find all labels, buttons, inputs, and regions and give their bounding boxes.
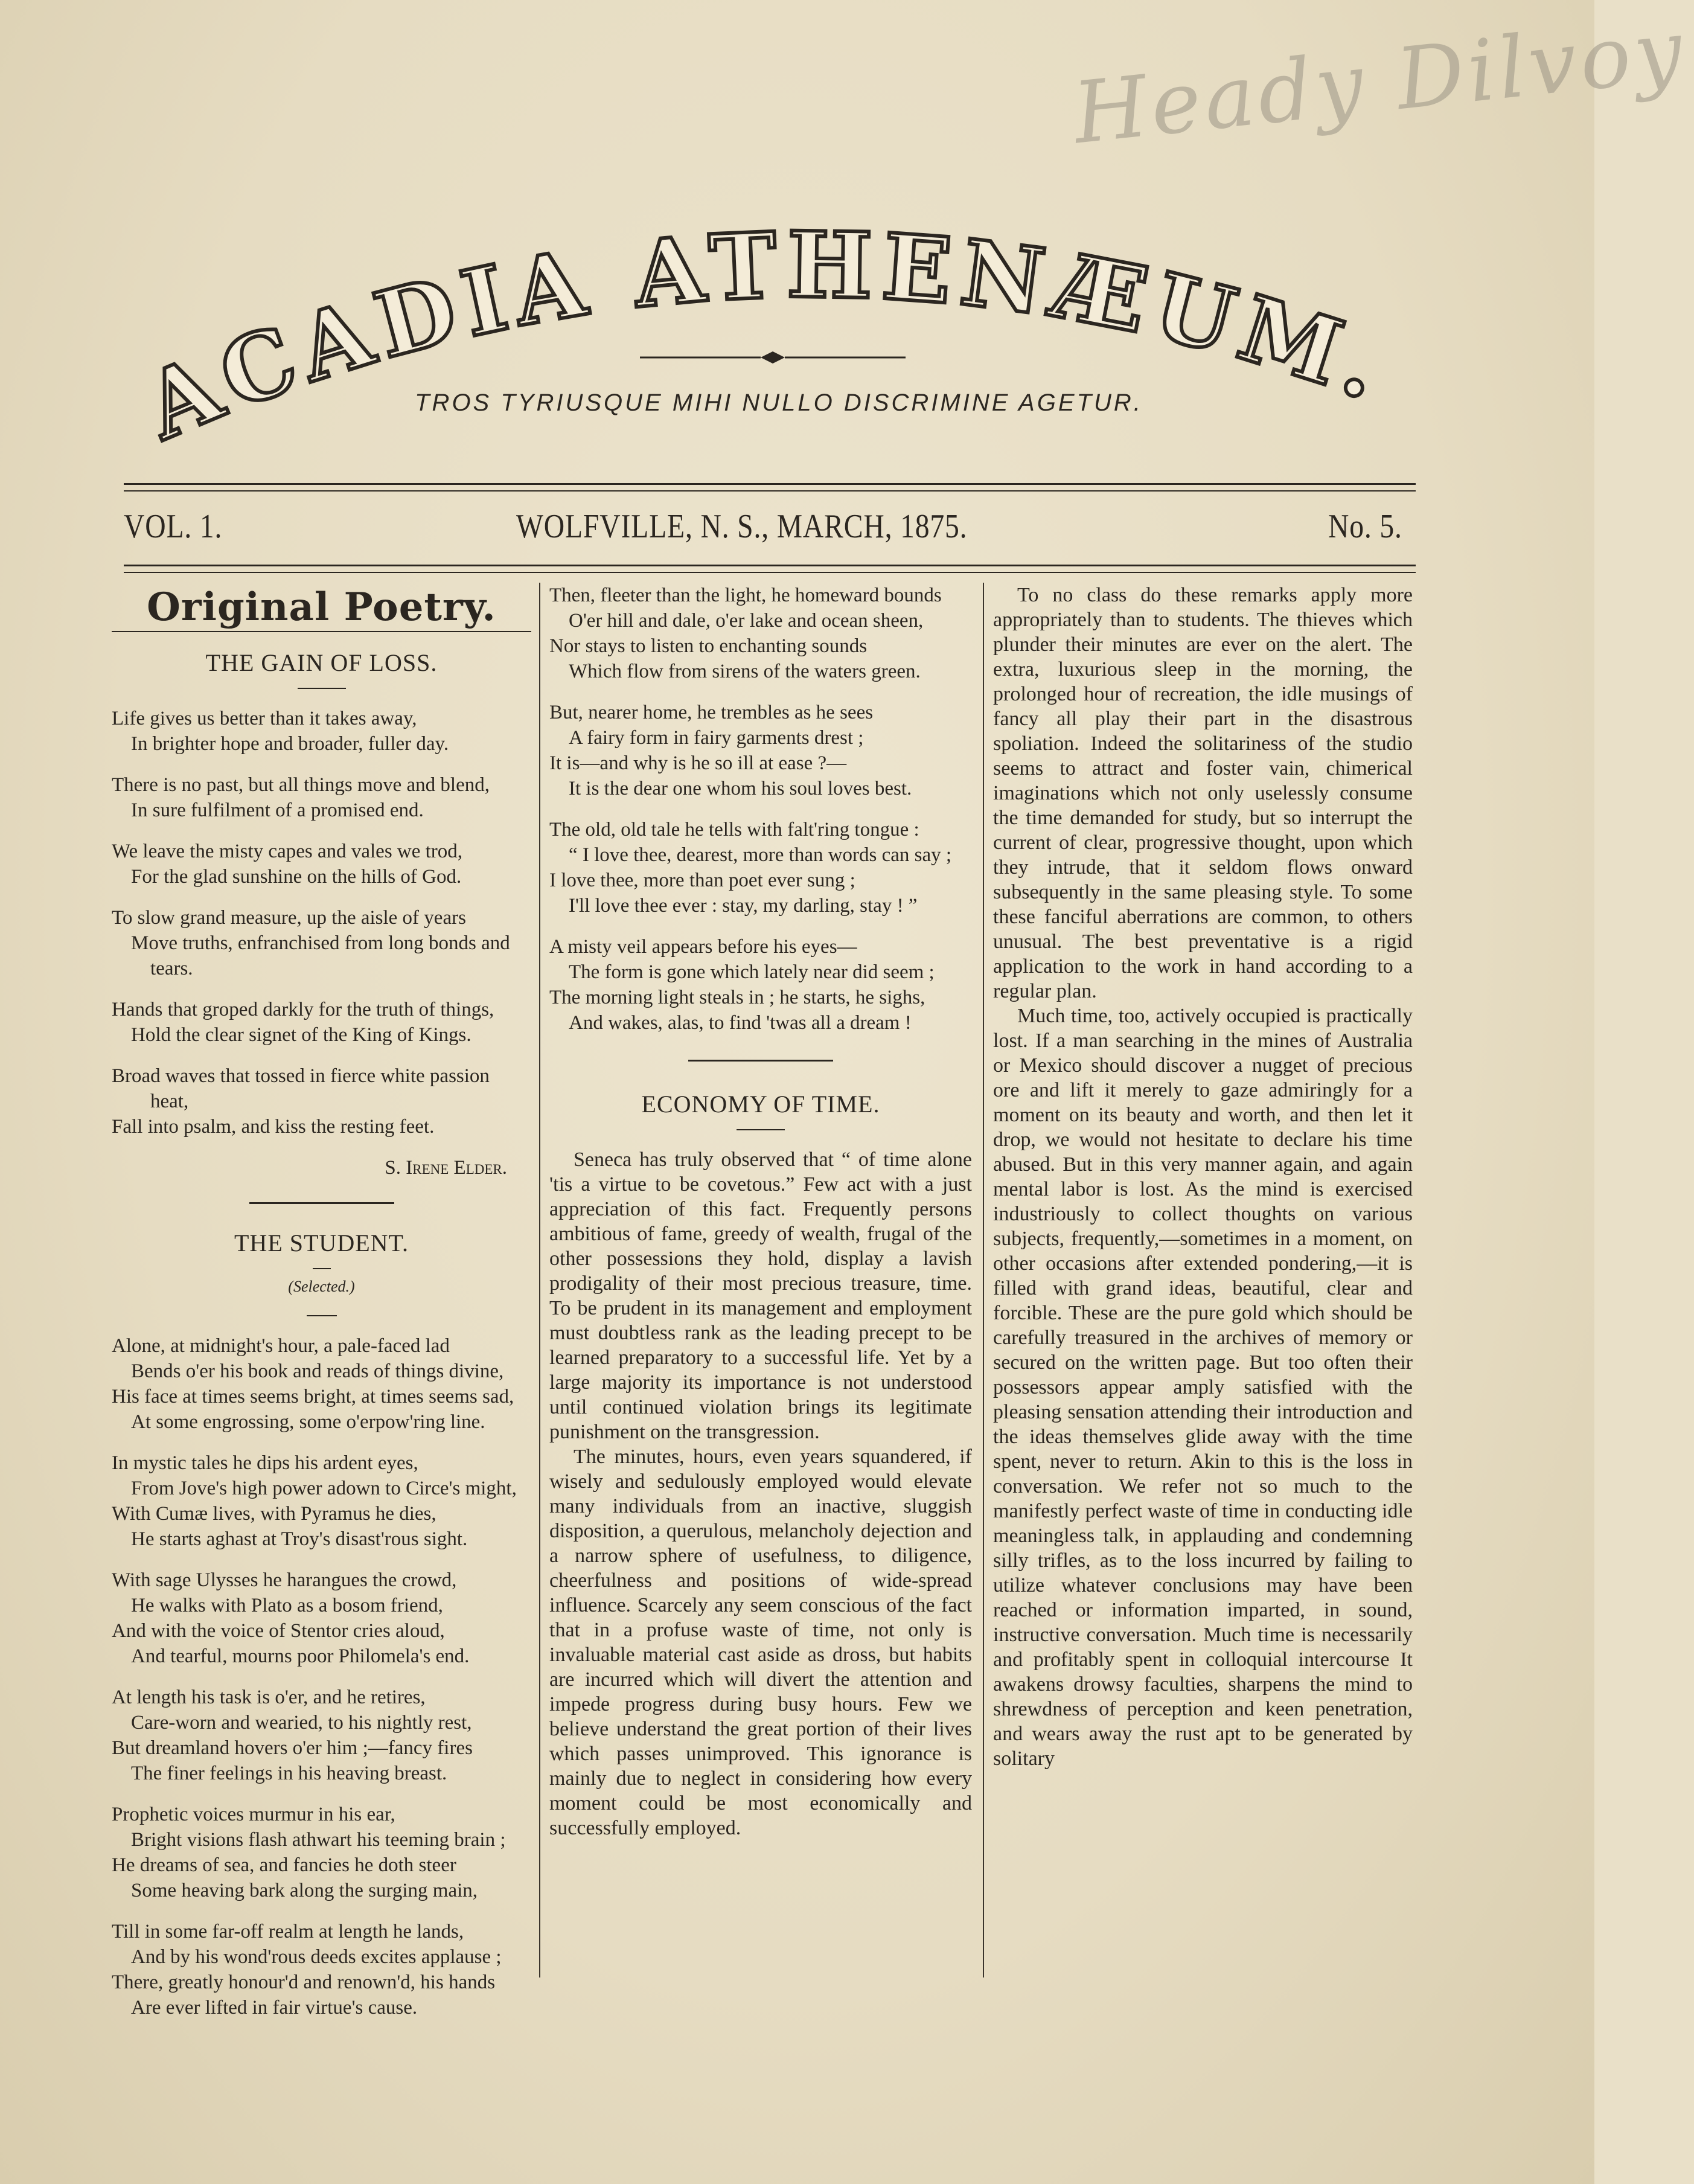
poem-line: He walks with Plato as a bosom friend, <box>131 1595 443 1616</box>
poem-line: It is the dear one whom his soul loves best. <box>569 778 912 799</box>
stanza <box>112 905 531 981</box>
article-title: ECONOMY OF TIME. <box>641 1090 880 1118</box>
poem-line: Bends o'er his book and reads of things divine, <box>131 1360 504 1382</box>
stanza <box>112 1333 531 1435</box>
poem-line: Move truths, enfranchised from long bonds and <box>131 932 510 954</box>
poem-line: Care-worn and wearied, to his nightly rest, <box>131 1712 472 1734</box>
poem-line: And tearful, mourns poor Philomela's end. <box>131 1645 470 1667</box>
poem-line: I'll love thee ever : stay, my darling, stay ! ” <box>569 895 918 917</box>
poem-line: Nor stays to listen to enchanting sounds <box>549 635 868 657</box>
poem-line: Then, fleeter than the light, he homeward bounds <box>549 584 942 606</box>
poem-line: The finer feelings in his heaving breast. <box>131 1763 447 1784</box>
column-1 <box>112 583 531 2019</box>
poem-line: A fairy form in fairy garments drest ; <box>569 727 864 749</box>
handwritten-signature: Heady Dilvoy <box>1069 1 1690 164</box>
dateline <box>124 507 1416 556</box>
poem-line: There, greatly honour'd and renown'd, his hands <box>112 1971 496 1993</box>
poem-line: Life gives us better than it takes away, <box>112 708 417 729</box>
poem-line: Alone, at midnight's hour, a pale-faced lad <box>112 1335 450 1357</box>
poem-line: In brighter hope and broader, fuller day. <box>131 733 449 755</box>
stanza <box>112 1450 531 1552</box>
stanza <box>112 1919 531 2020</box>
section-rule <box>112 631 531 632</box>
article-economy-of-time <box>549 1147 972 1840</box>
stanza <box>549 934 972 1036</box>
issue-number: No. 5. <box>1328 508 1402 545</box>
poem-line: O'er hill and dale, o'er lake and ocean sheen, <box>569 610 924 632</box>
poem-line: It is—and why is he so ill at ease ?— <box>549 752 847 774</box>
poem-line: Hands that groped darkly for the truth of things, <box>112 999 494 1020</box>
poem-line: Fall into psalm, and kiss the resting feet. <box>112 1116 435 1138</box>
poem-author: S. Irene Elder. <box>385 1157 507 1179</box>
stanza <box>549 700 972 801</box>
poem-line: He dreams of sea, and fancies he doth steer <box>112 1854 456 1876</box>
stanza <box>549 817 972 918</box>
poem-line: To slow grand measure, up the aisle of years <box>112 907 466 929</box>
column-2 <box>549 583 972 1984</box>
poem-line: We leave the misty capes and vales we trod, <box>112 841 463 862</box>
poem-line: “ I love thee, dearest, more than words can say ; <box>569 844 952 866</box>
divider-rule <box>249 1202 394 1204</box>
poem-line: For the glad sunshine on the hills of God. <box>131 866 462 888</box>
poem-line: But, nearer home, he trembles as he sees <box>549 702 874 723</box>
stanza <box>112 997 531 1048</box>
paragraph: Seneca has truly observed that “ of time alone 'tis a virtue to be covetous.” Few act with a just appreciation of this fact. Frequently persons ambitious of fame, greedy of wealth, frugal of the other possessions they hold, display a lavish prodigality of their most precious treasure, time. To be prudent in its management and employment must doubtless rank as the leading precept to be learned preparatory to a successful life. Yet by a large majority its importance is not understood until continued violation brings its legitimate punishment on the transgression. <box>549 1148 972 1443</box>
poem-line: The old, old tale he tells with falt'ring tongue : <box>549 819 919 841</box>
poem-line: Some heaving bark along the surging main, <box>131 1880 478 1901</box>
paragraph: Much time, too, actively occupied is practically lost. If a man searching in the mines of Australia or Mexico should discover a nugget of precious ore and lift it merely to gaze admiringly for a moment on its beauty and worth, and then let it drop, we would not hesitate to declare his time abused. But in this very manner again, and again mental labor is lost. As the mind is exercised industriously to collect thoughts on various subjects, frequently,—sometimes in a moment, on other occasions after extended pondering,—it is filled with grand ideas, beautiful, clear and forcible. These are the pure gold which should be carefully treasured in the archives of memory or secured on the written page. But too often their possessors appear amply satisfied with the pleasing sensation attending their introduction and the ideas themselves glide away with the time spent, never to return. Akin to this is the loss in conversation. We refer not so much to the manifestly perfect waste of time in conducting idle meaningless talk, in applauding and condemning silly trifles, as to the loss incurred by failing to utilize whatever conclusions may have been reached or information imparted, in sound, instructive conversation. Much time is necessarily and profitably spent in colloquial intercourse It awakens drowsy faculties, sharpens the mind to shrewdness of perception and keen penetration, and wears away the rust apt to be generated by solitary <box>993 1005 1413 1770</box>
stanza <box>112 1063 531 1139</box>
section-title: Original Poetry. <box>147 584 496 630</box>
poem-title: THE GAIN OF LOSS. <box>205 649 438 676</box>
poem-gain-of-loss <box>112 706 531 1139</box>
masthead-title: ACADIA ATHENÆUM. <box>130 211 1404 461</box>
poem-line: In sure fulfilment of a promised end. <box>131 799 424 821</box>
poem-line: The form is gone which lately near did seem ; <box>569 961 935 983</box>
poem-line: He starts aghast at Troy's disast'rous sight. <box>131 1528 468 1550</box>
poem-line: In mystic tales he dips his ardent eyes, <box>112 1452 418 1474</box>
volume-label: VOL. 1. <box>124 508 223 545</box>
poem-line: The morning light steals in ; he starts, he sighs, <box>549 987 925 1008</box>
masthead-motto: TROS TYRIUSQUE MIHI NULLO DISCRIMINE AGETUR. <box>415 389 1143 416</box>
dateline-rule <box>124 565 1416 566</box>
stanza <box>549 583 972 684</box>
poem-line: Prophetic voices murmur in his ear, <box>112 1804 395 1825</box>
stanza <box>112 1802 531 1903</box>
column-divider-1 <box>539 583 540 1977</box>
article-continuation <box>993 583 1413 1771</box>
poem-line: With Cumæ lives, with Pyramus he dies, <box>112 1503 436 1525</box>
poem-line: With sage Ulysses he harangues the crowd, <box>112 1569 457 1591</box>
poem-title-student: THE STUDENT. <box>234 1229 409 1257</box>
selected-note: (Selected.) <box>288 1278 355 1295</box>
top-double-rule-2 <box>124 490 1416 492</box>
poem-line: And with the voice of Stentor cries aloud, <box>112 1620 445 1642</box>
stanza <box>112 772 531 823</box>
poem-line: Broad waves that tossed in fierce white passion <box>112 1065 490 1087</box>
poem-line: Bright visions flash athwart his teeming brain ; <box>131 1829 506 1851</box>
stanza <box>112 1568 531 1669</box>
poem-line: But dreamland hovers o'er him ;—fancy fires <box>112 1737 473 1759</box>
poem-line: heat, <box>150 1090 189 1112</box>
poem-line: I love thee, more than poet ever sung ; <box>549 869 855 891</box>
poem-line: There is no past, but all things move and blend, <box>112 774 490 796</box>
column-3 <box>993 583 1413 1984</box>
ornament <box>640 351 906 363</box>
title-rule <box>298 688 346 689</box>
masthead <box>121 181 1413 495</box>
poem-line: And by his wond'rous deeds excites applause ; <box>131 1946 502 1968</box>
poem-the-student <box>112 1333 531 2020</box>
paragraph: To no class do these remarks apply more appropriately than to students. The thieves which plunder their minutes are ever on the alert. The extra, luxurious sleep in the morning, the prolonged hour of recreation, the idle musings of fancy all play their part in the disastrous spoliation. Indeed the solitariness of the studio seems to attract and foster vain, chimerical imaginations which not only uselessly consume the time demanded for study, but so interrupt the current of clear, progressive thought, upon which they intrude, that it seldom flows onward subsequently in the same pleasing style. To some these fanciful aberrations are common, to others unusual. The best preventative is a rigid application to the work in hand according to a regular plan. <box>993 584 1413 1002</box>
top-double-rule <box>124 483 1416 485</box>
poem-line: Hold the clear signet of the King of Kings. <box>131 1024 471 1046</box>
poem-line: And wakes, alas, to find 'twas all a dream ! <box>569 1012 912 1034</box>
poem-line: tears. <box>150 958 193 979</box>
poem-line: At length his task is o'er, and he retires, <box>112 1686 426 1708</box>
poem-line: A misty veil appears before his eyes— <box>549 936 857 958</box>
note-rule <box>307 1315 337 1316</box>
title-rule <box>313 1268 331 1269</box>
poem-line: From Jove's high power adown to Circe's might, <box>131 1478 517 1499</box>
poem-line: Till in some far-off realm at length he lands, <box>112 1921 464 1942</box>
place-date: WOLFVILLE, N. S., MARCH, 1875. <box>516 508 968 545</box>
title-rule <box>737 1129 785 1130</box>
poem-line: At some engrossing, some o'erpow'ring line. <box>131 1411 485 1433</box>
poem-line: His face at times seems bright, at times seems sad, <box>112 1386 514 1407</box>
poem-line: Which flow from sirens of the waters green. <box>569 661 921 682</box>
stanza <box>112 706 531 757</box>
dateline-rule-2 <box>124 572 1416 573</box>
poem-continuation <box>549 583 972 1036</box>
column-divider-2 <box>983 583 984 1977</box>
stanza <box>112 1685 531 1786</box>
poem-line: Are ever lifted in fair virtue's cause. <box>131 1997 418 2019</box>
paragraph: The minutes, hours, even years squandered, if wisely and sedulously employed would elevate many individuals from an inactive, sluggish disposition, a querulous, melancholy dejection and a narrow sphere of usefulness, to diligence, cheerfulness and positions of wide-spread influence. Scarcely any seem conscious of the fact that in a profuse waste of time, not only is invaluable material cast aside as dross, but habits are incurred which will divert the attention and impede progress during busy hours. Few we believe understand the great portion of their lives which passes unimproved. This ignorance is mainly due to neglect in considering how every moment could be most economically and successfully employed. <box>549 1446 972 1839</box>
stanza <box>112 839 531 889</box>
divider-rule <box>688 1060 833 1062</box>
